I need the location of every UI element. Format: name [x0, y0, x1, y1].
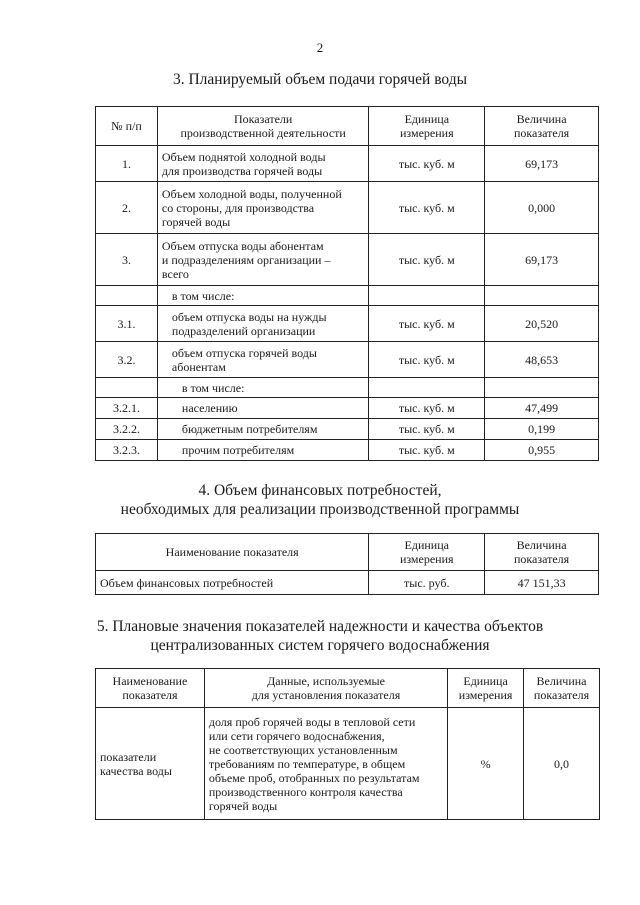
row-name: бюджетным потребителям [157, 419, 369, 440]
row-unit: тыс. куб. м [369, 182, 485, 234]
row-name: Объем финансовых потребностей [96, 571, 369, 595]
table-row [96, 286, 599, 306]
row-unit [369, 286, 485, 306]
row-name: прочим потребителям [157, 440, 369, 461]
row-num [96, 286, 158, 306]
row-value: 0,199 [485, 419, 599, 440]
row-name: Объем отпуска воды абонентам и подразделениям организации – всего [157, 234, 369, 286]
table-header-row [96, 107, 599, 146]
row-name: Объем поднятой холодной воды для производства горячей воды [157, 146, 369, 182]
table-row [96, 398, 599, 419]
row-name: объем отпуска воды на нужды подразделений организации [157, 306, 369, 342]
row-num: 3.2. [96, 342, 158, 378]
row-value: 47,499 [485, 398, 599, 419]
page-number: 2 [316, 40, 324, 55]
reliability-quality-table [95, 668, 600, 820]
table-row [96, 419, 599, 440]
row-value: 20,520 [485, 306, 599, 342]
table-row [96, 440, 599, 461]
row-name: в том числе: [157, 286, 369, 306]
table-header-row [96, 534, 599, 571]
row-unit [369, 378, 485, 398]
row-value: 48,653 [485, 342, 599, 378]
row-value: 0,000 [485, 182, 599, 234]
row-num: 3.2.2. [96, 419, 158, 440]
header-value: Величина показателя [524, 669, 600, 708]
header-name: Наименование показателя [96, 669, 205, 708]
row-value: 47 151,33 [485, 571, 599, 595]
financial-needs-table [95, 533, 599, 595]
row-name: в том числе: [157, 378, 369, 398]
row-name: объем отпуска горячей воды абонентам [157, 342, 369, 378]
table-row [96, 342, 599, 378]
table-row [96, 146, 599, 182]
table-row [96, 571, 599, 595]
section4-title: 4. Объем финансовых потребностей, необходимых для реализации производственной программы [120, 482, 520, 518]
row-num: 3.2.1. [96, 398, 158, 419]
header-value: Величина показателя [485, 107, 599, 146]
row-unit: тыс. куб. м [369, 306, 485, 342]
table-row [96, 234, 599, 286]
hot-water-supply-table [95, 106, 599, 461]
row-unit: тыс. руб. [369, 571, 485, 595]
row-value: 69,173 [485, 146, 599, 182]
row-unit: % [448, 708, 524, 820]
row-name: показатели качества воды [96, 708, 205, 820]
row-num [96, 378, 158, 398]
row-value: 0,955 [485, 440, 599, 461]
header-name: Наименование показателя [96, 534, 369, 571]
row-num: 3.2.3. [96, 440, 158, 461]
section5-title: 5. Плановые значения показателей надежности и качества объектов централизованных систем горячего водоснабжения [96, 618, 544, 654]
row-data: доля проб горячей воды в тепловой сети или сети горячего водоснабжения, не соответствующих установленным требованиям по температуре, в общем объеме проб, отобранных по результатам производственного контроля качества горячей воды [204, 708, 447, 820]
row-unit: тыс. куб. м [369, 440, 485, 461]
header-data: Данные, используемые для установления показателя [204, 669, 447, 708]
header-indicator: Показатели производственной деятельности [157, 107, 369, 146]
row-unit: тыс. куб. м [369, 342, 485, 378]
table-row [96, 378, 599, 398]
section3-title: 3. Планируемый объем подачи горячей воды [172, 71, 468, 88]
row-num: 3.1. [96, 306, 158, 342]
header-value: Величина показателя [485, 534, 599, 571]
row-unit: тыс. куб. м [369, 146, 485, 182]
header-unit: Единица измерения [448, 669, 524, 708]
header-unit: Единица измерения [369, 107, 485, 146]
row-name: Объем холодной воды, полученной со стороны, для производства горячей воды [157, 182, 369, 234]
header-unit: Единица измерения [369, 534, 485, 571]
row-unit: тыс. куб. м [369, 234, 485, 286]
row-num: 3. [96, 234, 158, 286]
row-value [485, 378, 599, 398]
table-row [96, 306, 599, 342]
row-num: 2. [96, 182, 158, 234]
table-row [96, 182, 599, 234]
header-num: № п/п [96, 107, 158, 146]
row-value: 0,0 [524, 708, 600, 820]
row-name: населению [157, 398, 369, 419]
row-unit: тыс. куб. м [369, 398, 485, 419]
row-value: 69,173 [485, 234, 599, 286]
row-value [485, 286, 599, 306]
table-header-row [96, 669, 600, 708]
table-row [96, 708, 600, 820]
row-num: 1. [96, 146, 158, 182]
row-unit: тыс. куб. м [369, 419, 485, 440]
